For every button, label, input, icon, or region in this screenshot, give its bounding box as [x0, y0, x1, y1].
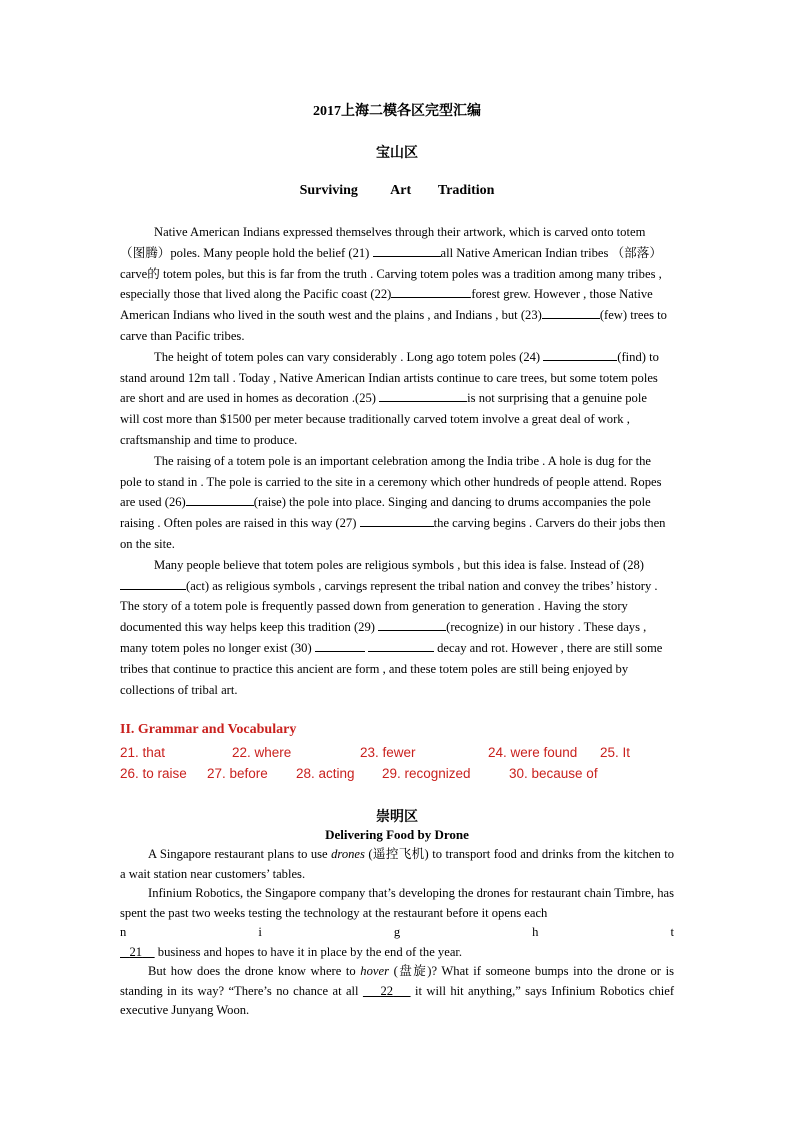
blank-23	[542, 306, 600, 319]
answer-item: 28. acting	[296, 766, 355, 781]
paragraph: The height of totem poles can vary considerably . Long ago totem poles (24) (find) to stand around 12m tall . Today , Native American Indian artists continue to care trees, but some totem poles are short and are used in homes as decoration .(25) is not surprising that a genuine pole will cost more than $1500 per meter because traditionally carved totem involve a great deal of work , craftsmanship and time to produce.	[120, 349, 659, 447]
answer-item: 29. recognized	[382, 766, 471, 781]
passage-body-totem	[120, 222, 668, 700]
paragraph: A Singapore restaurant plans to use drones (遥控飞机) to transport food and drinks from the kitchen to a wait station near customers’ tables.	[120, 847, 675, 881]
blank-22	[391, 285, 471, 298]
passage-body-drone	[120, 845, 674, 1021]
title-word: Tradition	[437, 183, 495, 198]
paragraph: Many people believe that totem poles are religious symbols , but this idea is false. Instead of (28) (act) as religious symbols , carvings represent the tribal nation and convey the tribes’ history . The story of a totem pole is frequently passed down from generation to generation . Having the story documented this way helps keep this tradition (29) (recognize) in our history . These days , many totem poles no longer exist (30) decay and rot. However , there are still some tribes that continue to practice this ancient are form , and these totem poles are still being enjoyed by collections of tribal art.	[120, 557, 663, 697]
title-word: Art	[390, 183, 412, 198]
answer-item: 23. fewer	[360, 745, 416, 760]
answer-item: 21. that	[120, 745, 166, 760]
district-heading-chongming: 崇明区	[376, 810, 418, 825]
answer-item: 24. were found	[488, 745, 578, 760]
blank-line: 21 business and hopes to have it in place by the end of the year.	[120, 943, 674, 963]
blank-24	[543, 348, 617, 361]
paragraph: But how does the drone know where to hover (盘旋)? What if someone bumps into the drone or is standing in its way? “There’s no chance at all 22 it will hit anything,” says Infinium Robotics chief executive Junyang Woon.	[120, 964, 675, 1017]
paragraph: Native American Indians expressed themselves through their artwork, which is carved onto totem（图腾）poles. Many people hold the belief (21) all Native American Indian tribes （部落）carve的 totem poles, but this is far from the truth . Carving totem poles was a tradition among many tribes , especially those that lived along the Pacific coast (22) forest grew. However , those Native American Indians who lived in the south west and the plains , and Indians , but (23) (few) trees to carve than Pacific tribes.	[120, 225, 667, 343]
blank-30b	[368, 639, 434, 652]
passage-title-drone: Delivering Food by Drone	[325, 827, 469, 842]
blank-25	[379, 389, 467, 402]
answer-item: 26. to raise	[120, 766, 187, 781]
blank-22: 22	[380, 983, 394, 998]
spread-letters-line: n i g h t	[120, 925, 674, 939]
main-title: 2017上海二模各区完型汇编	[313, 104, 481, 119]
blank-27	[360, 514, 434, 527]
blank-21	[373, 244, 441, 257]
blank-28	[120, 577, 186, 590]
answer-item: 25. It	[600, 745, 631, 760]
paragraph: Infinium Robotics, the Singapore company that’s developing the drones for restaurant chain Timbre, has spent the past two weeks testing the technology at the restaurant before it opens each	[120, 886, 674, 920]
paragraph: The raising of a totem pole is an important celebration among the India tribe . A hole is dug for the pole to stand in . The pole is carried to the site in a ceremony which other hundreds of people attend. Ropes are used (26) (raise) the pole into place. Singing and dancing to drums accompanies the pole raising . Often poles are raised in this way (27) the carving begins . Carvers do their jobs then on the site.	[120, 453, 666, 551]
blank-29	[378, 618, 446, 631]
grammar-heading: II. Grammar and Vocabulary	[120, 722, 297, 737]
blank-26	[186, 493, 254, 506]
blank-21: 21	[129, 944, 143, 959]
passage-title-totem	[0, 183, 794, 199]
district-heading-baoshan: 宝山区	[376, 146, 418, 161]
blank-30a	[315, 639, 365, 652]
answer-item: 27. before	[207, 766, 268, 781]
answer-item: 30. because of	[509, 766, 598, 781]
title-word: Surviving	[299, 183, 358, 198]
answer-item: 22. where	[232, 745, 292, 760]
